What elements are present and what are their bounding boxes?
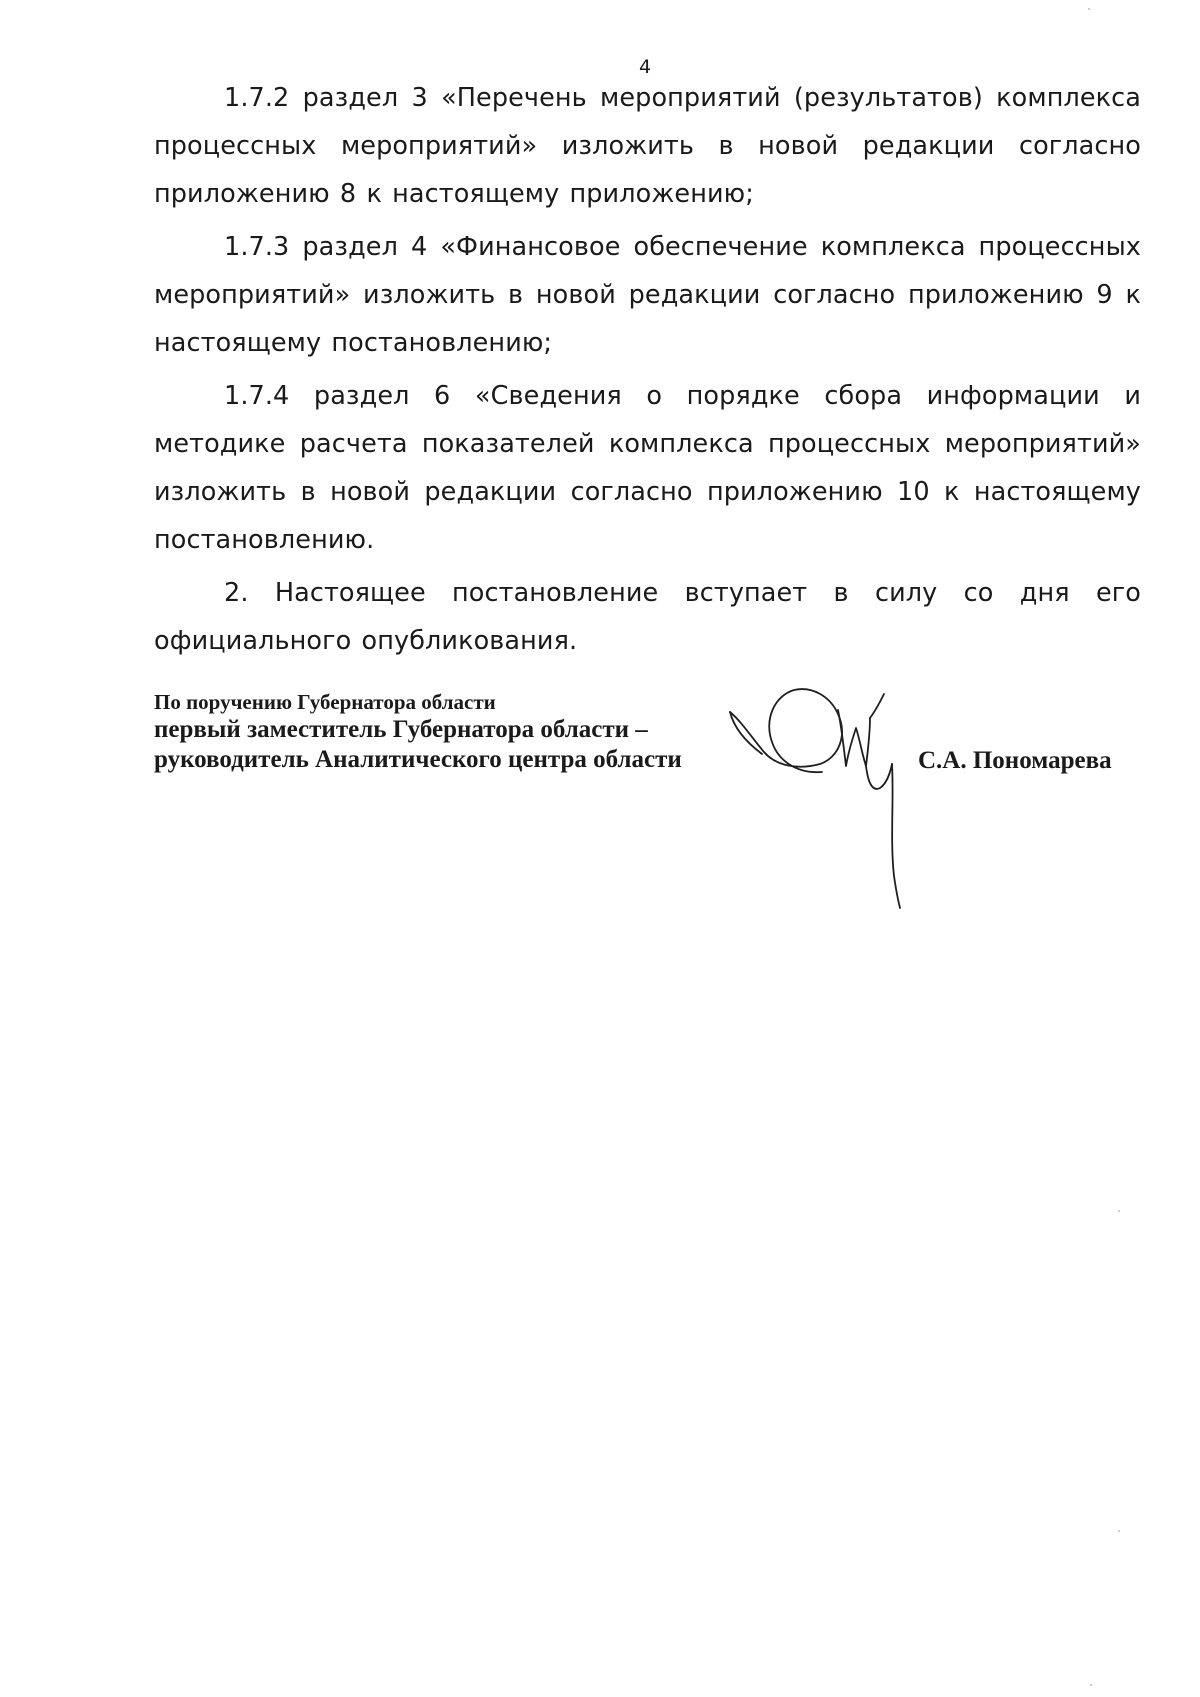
signature-block (154, 690, 1154, 910)
document-body (154, 74, 1141, 670)
scan-speck (1118, 1530, 1120, 1532)
signatory-position: первый заместитель Губернатора области – (154, 716, 648, 743)
page-number: 4 (638, 56, 652, 78)
paragraph-2: 2. Настоящее постановление вступает в силу со дня его официального опубликования. (154, 578, 1141, 656)
paragraph-1-7-3: 1.7.3 раздел 4 «Финансовое обеспечение комплекса процессных мероприятий» изложить в новой редакции согласно приложению 9 к настоящему постановлению; (154, 232, 1141, 358)
scan-speck (1118, 1210, 1120, 1212)
scan-speck (1088, 8, 1090, 10)
paragraph-1-7-2: 1.7.2 раздел 3 «Перечень мероприятий (результатов) комплекса процессных мероприятий» изложить в новой редакции согласно приложению 8 к настоящему приложению; (154, 83, 1141, 209)
signatory-mandate: По поручению Губернатора области (154, 690, 496, 714)
paragraph-1-7-4: 1.7.4 раздел 6 «Сведения о порядке сбора информации и методике расчета показателей комплекса процессных мероприятий» изложить в новой редакции согласно приложению 10 к настоящему постановлению. (154, 381, 1141, 555)
signatory-position-continued: руководитель Аналитического центра области (154, 746, 682, 773)
scan-speck (1090, 1684, 1092, 1686)
signatory-name: С.А. Пономарева (918, 747, 1112, 774)
